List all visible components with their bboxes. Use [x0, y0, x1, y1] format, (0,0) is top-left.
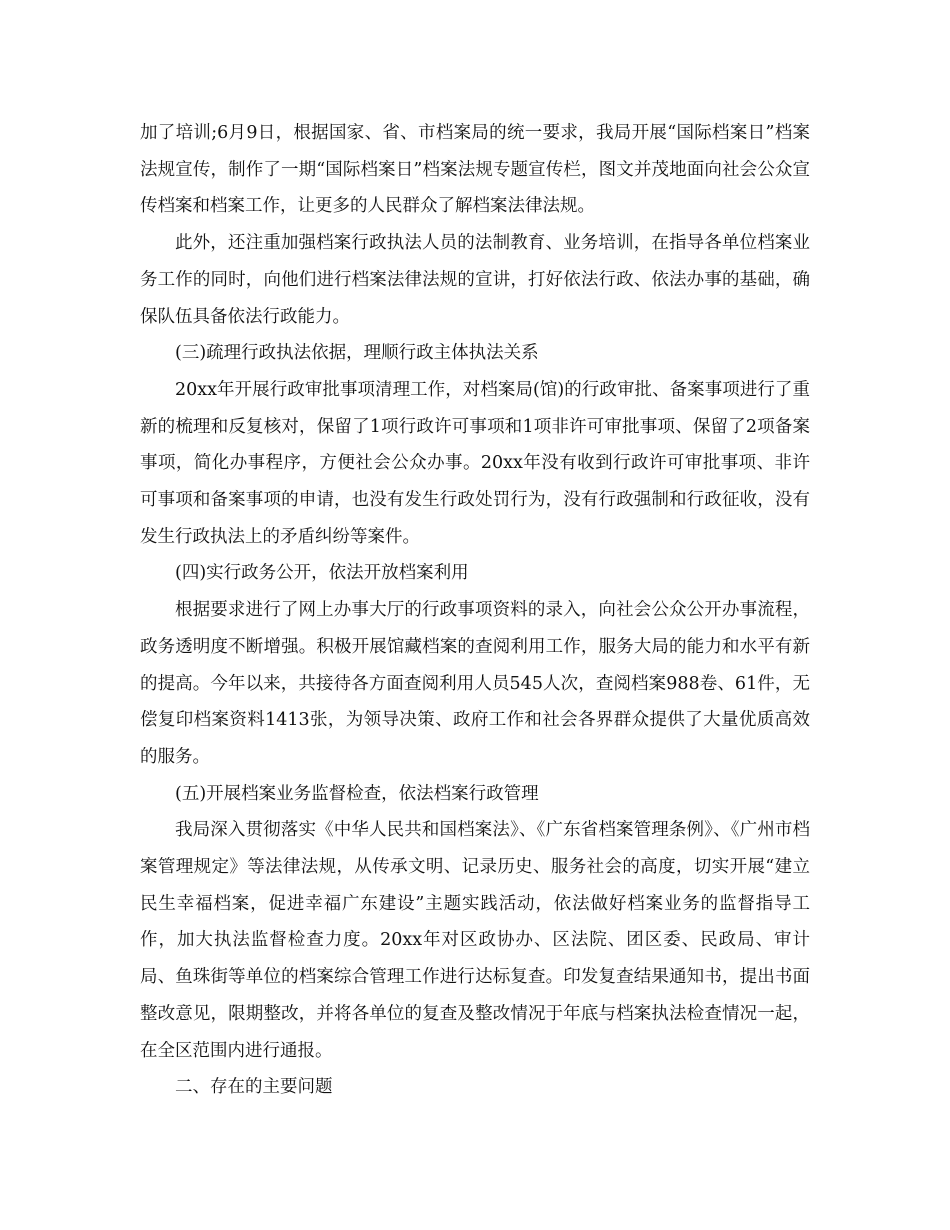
paragraph-4: 20xx年开展行政审批事项清理工作，对档案局(馆)的行政审批、备案事项进行了重新的梳理和反复核对，保留了1项行政许可事项和1项非许可审批事项、保留了2项备案事项，简化办事程序，方便社会公众办事。20xx年没有收到行政许可审批事项、非许可事项和备案事项的申请，也没有发生行政处罚行为，没有行政强制和行政征收，没有发生行政执法上的矛盾纠纷等案件。 [140, 379, 810, 547]
paragraph-2: 此外，还注重加强档案行政执法人员的法制教育、业务培训，在指导各单位档案业务工作的同时，向他们进行档案法律法规的宣讲，打好依法行政、依法办事的基础，确保队伍具备依法行政能力。 [140, 233, 810, 327]
section-heading-4: (四)实行政务公开，依法开放档案利用 [175, 563, 469, 584]
paragraph-8: 我局深入贯彻落实《中华人民共和国档案法》、《广东省档案管理条例》、《广州市档案管理规定》等法律法规，从传承文明、记录历史、服务社会的高度，切实开展“建立民生幸福档案，促进幸福广东建设”主题实践活动，依法做好档案业务的监督指导工作，加大执法监督检查力度。20xx年对区政协办、区法院、团区委、民政局、审计局、鱼珠街等单位的档案综合管理工作进行达标复查。印发复查结果通知书，提出书面整改意见，限期整改，并将各单位的复查及整改情况于年底与档案执法检查情况一起，在全区范围内进行通报。 [140, 820, 810, 1061]
section-heading-3: (三)疏理行政执法依据，理顺行政主体执法关系 [175, 343, 539, 364]
chapter-heading-2: 二、存在的主要问题 [175, 1077, 333, 1098]
section-heading-5: (五)开展档案业务监督检查，依法档案行政管理 [175, 783, 539, 804]
paragraph-1: 加了培训;6月9日，根据国家、省、市档案局的统一要求，我局开展“国际档案日”档案法规宣传，制作了一期“国际档案日”档案法规专题宣传栏，图文并茂地面向社会公众宣传档案和档案工作，让更多的人民群众了解档案法律法规。 [140, 123, 810, 217]
document-body [140, 115, 810, 1106]
paragraph-6: 根据要求进行了网上办事大厅的行政事项资料的录入，向社会公众公开办事流程，政务透明度不断增强。积极开展馆藏档案的查阅利用工作，服务大局的能力和水平有新的提高。今年以来，共接待各方面查阅利用人员545人次，查阅档案988卷、61件，无偿复印档案资料1413张，为领导决策、政府工作和社会各界群众提供了大量优质高效的服务。 [140, 600, 810, 767]
